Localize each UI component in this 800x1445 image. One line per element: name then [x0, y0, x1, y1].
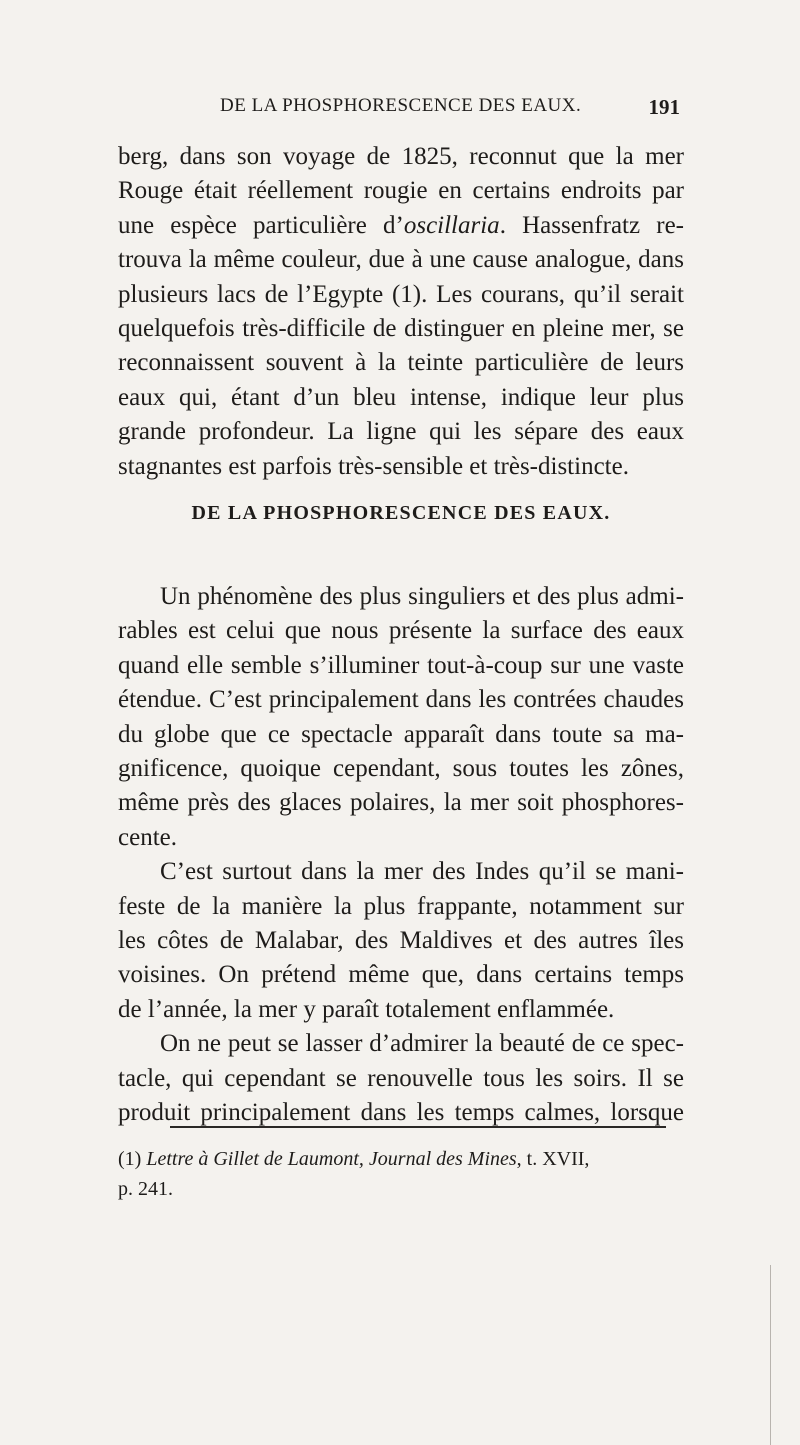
page-number: 191: [648, 95, 680, 119]
text-line: quelquefois très-difficile de distinguer en pleine mer, se: [118, 315, 684, 343]
text-line: les côtes de Malabar, des Maldives et des autres îles: [118, 927, 684, 955]
body-text: [118, 580, 684, 1131]
text-line: de l’année, la mer y paraît totalement enflammée.: [118, 995, 615, 1023]
text-line: quand elle semble s’illuminer tout-à-coup sur une vaste: [118, 651, 684, 679]
italic-term: oscillaria: [403, 211, 500, 239]
text-line: tacle, qui cependant se renouvelle tous les soirs. Il se: [118, 1064, 684, 1092]
text-line: On ne peut se lasser d’admirer la beauté de ce spec-: [160, 1030, 684, 1058]
text-line: cente.: [118, 823, 177, 851]
text-line: produit principalement dans les temps calmes, lorsque: [118, 1099, 684, 1127]
text-line: étendue. C’est principalement dans les contrées chaudes: [118, 686, 684, 714]
paragraph-continued: [118, 140, 684, 484]
text-line: même près des glaces polaires, la mer soit phosphores-: [118, 789, 684, 817]
text-line: trouva la même couleur, due à une cause analogue, dans: [118, 246, 684, 274]
text-line: voisines. On prétend même que, dans certains temps: [118, 961, 684, 989]
text-line: rables est celui que nous présente la surface des eaux: [118, 617, 684, 645]
footnote-volume: , t. XVII,: [516, 1148, 590, 1170]
text-line: Un phénomène des plus singuliers et des plus admi-: [160, 583, 684, 610]
footnote-marker: (1): [118, 1148, 142, 1170]
text-line: feste de la manière la plus frappante, notamment sur: [118, 892, 684, 920]
text-line: [118, 209, 684, 243]
scan-edge-line: [770, 1265, 771, 1445]
text-line: plusieurs lacs de l’Egypte (1). Les courans, qu’il serait: [118, 280, 684, 308]
text-line: eaux qui, étant d’un bleu intense, indique leur plus: [118, 383, 684, 411]
text-line: berg, dans son voyage de 1825, reconnut que la mer: [118, 143, 684, 170]
text-line: stagnantes est parfois très-sensible et très-distincte.: [118, 452, 629, 480]
text-line: grande profondeur. La ligne qui les sépare des eaux: [118, 418, 684, 446]
running-head: [120, 95, 680, 125]
footnote-citation: Lettre à Gillet de Laumont, Journal des Mines: [146, 1148, 517, 1170]
footnote-rule: [170, 1126, 666, 1128]
text-line: une espèce particulière d’oscillaria. Hassenfratz re-: [118, 211, 684, 239]
footnote-page: p. 241.: [118, 1178, 173, 1200]
section-heading: DE LA PHOSPHORESCENCE DES EAUX.: [191, 502, 611, 524]
text-line: Rouge était réellement rougie en certains endroits par: [118, 177, 684, 205]
footnote: [118, 1144, 684, 1204]
running-title: DE LA PHOSPHORESCENCE DES EAUX.: [220, 95, 582, 116]
text-line: C’est surtout dans la mer des Indes qu’il se mani-: [160, 858, 684, 886]
text-line: gnificence, quoique cependant, sous toutes les zônes,: [118, 755, 684, 783]
text-line: reconnaissent souvent à la teinte particulière de leurs: [118, 349, 684, 377]
text-line: du globe que ce spectacle apparaît dans toute sa ma-: [118, 720, 684, 748]
